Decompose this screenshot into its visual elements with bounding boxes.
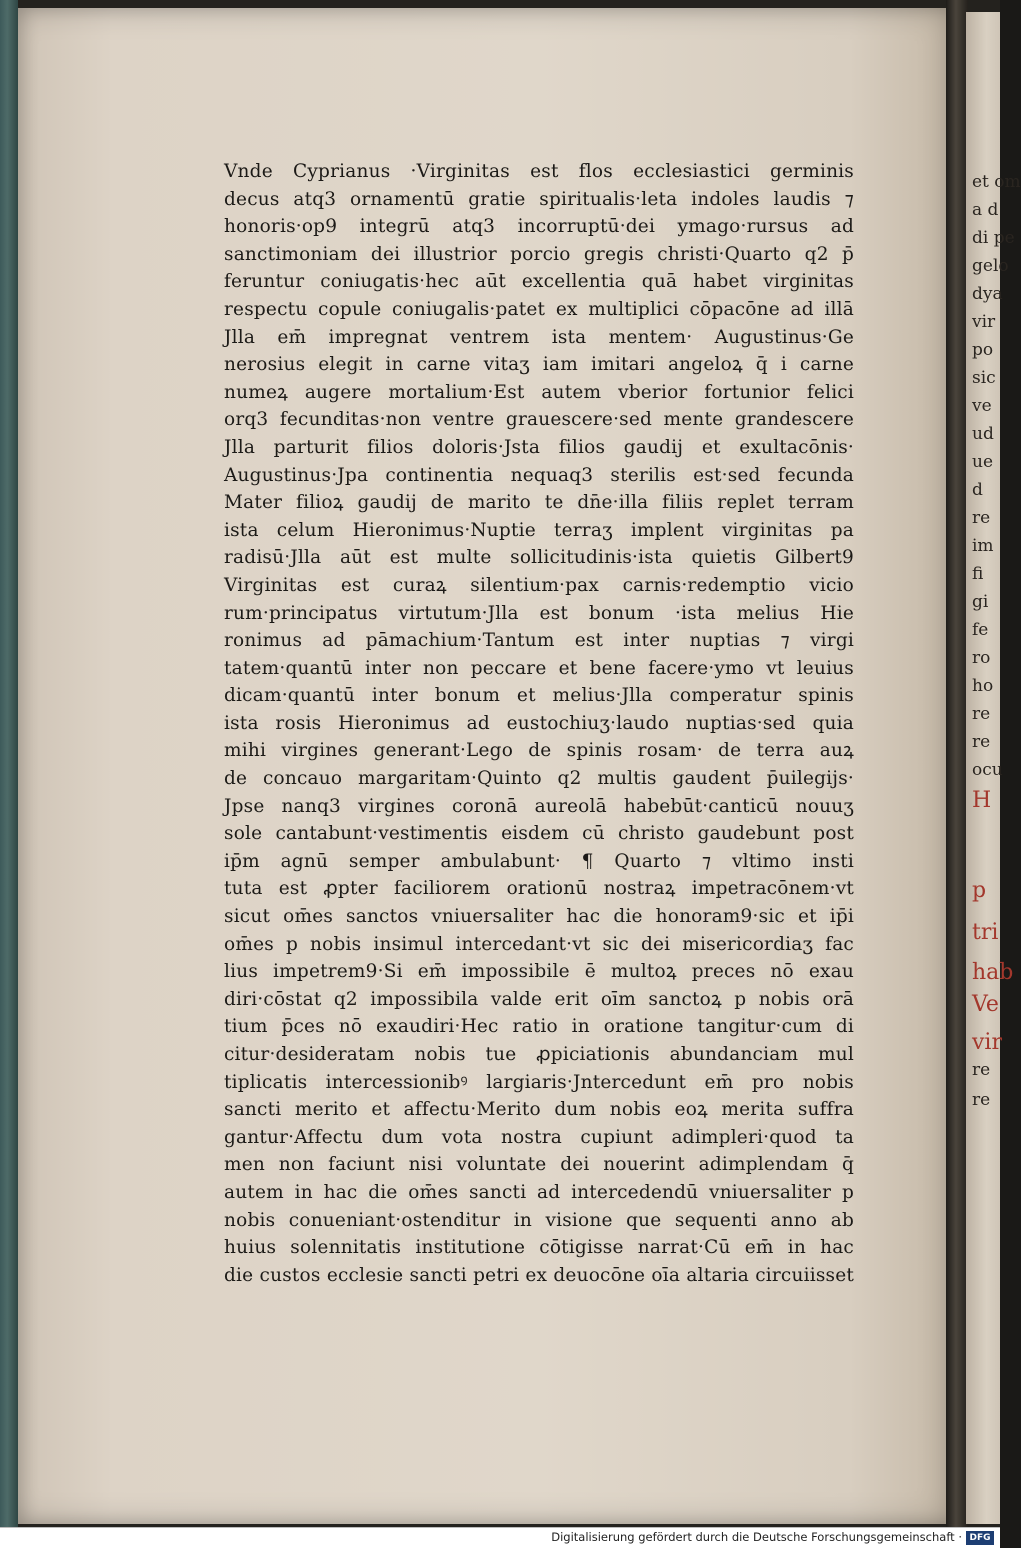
dfg-logo: DFG (966, 1531, 994, 1545)
text-line: huius solennitatis institutione cōtigisse narrat·Cū em̄ in hac (224, 1237, 854, 1259)
text-line: Jlla em̄ impregnat ventrem ista mentem· Augustinus·Ge (224, 326, 854, 348)
facing-page-fragment: H (972, 788, 992, 813)
facing-page-fragment: sic (972, 368, 996, 388)
text-line: die custos ecclesie sancti petri ex deuocōne oīa altaria circuiisset (224, 1264, 854, 1286)
text-column (224, 158, 854, 1289)
text-line: sancti merito et affectu·Merito dum nobis eoꝝ merita suffra (224, 1099, 854, 1121)
text-line: om̄es p nobis insimul intercedant·vt sic dei misericordiaʒ fac (224, 933, 854, 955)
text-line: dicam·quantū inter bonum et melius·Jlla comperatur spinis (224, 685, 854, 707)
text-line: tiplicatis intercessionibꝰ largiaris·Jntercedunt em̄ pro nobis (224, 1071, 854, 1093)
text-line: Vnde Cyprianus ·Virginitas est flos ecclesiastici germinis (224, 161, 854, 182)
text-line: nerosius elegit in carne vitaʒ iam imitari angeloꝝ q̄ i carne (224, 354, 854, 376)
facing-page-fragment: d (972, 480, 983, 500)
text-line: orq3 fecunditas·non ventre grauescere·sed mente grandescere (224, 409, 854, 431)
facing-page-fragment: dya (972, 284, 1003, 304)
text-line: tatem·quantū inter non peccare et bene facere·ymo vt leuius (224, 657, 854, 679)
text-line: ronimus ad pāmachium·Tantum est inter nuptias ⁊ virgi (224, 630, 854, 652)
facing-page-fragment: vir (972, 312, 996, 332)
text-line: ista rosis Hieronimus ad eustochiuʒ·laudo nuptias·sed quia (224, 712, 854, 734)
facing-page-fragment: tri (972, 920, 999, 945)
facing-page-fragment: re (972, 1090, 991, 1110)
text-line: ista celum Hieronimus·Nuptie terraʒ implent virginitas pa (224, 519, 854, 541)
footer-bar (0, 1527, 1000, 1548)
facing-page-fragment: p (972, 878, 987, 903)
facing-page-fragment: re (972, 1060, 991, 1080)
facing-page-fragment: ro (972, 648, 991, 668)
facing-page-fragment: hab (972, 960, 1014, 985)
facing-page-fragment: ud (972, 424, 994, 444)
text-line: numeꝝ augere mortalium·Est autem vberior fortunior felici (224, 381, 854, 403)
funding-credit: Digitalisierung gefördert durch die Deutsche Forschungsgemeinschaft · (551, 1530, 962, 1544)
facing-page-fragment: Ve (972, 992, 999, 1017)
text-line: Jlla parturit filios doloris·Jsta filios gaudij et exultacōnis· (224, 436, 854, 458)
text-line: respectu copule coniugalis·patet ex multiplici cōpacōne ad illā (224, 298, 854, 320)
text-line: Augustinus·Jpa continentia nequaq3 sterilis est·sed fecunda (224, 464, 854, 486)
facing-page-fragment: im (972, 536, 994, 556)
facing-page-fragment: po (972, 340, 994, 360)
facing-page-fragment: re (972, 704, 991, 724)
text-line: rum·principatus virtutum·Jlla est bonum ·ista melius Hie (224, 602, 854, 624)
text-line: ip̄m agnū semper ambulabunt· ¶ Quarto ⁊ vltimo insti (224, 850, 854, 872)
text-line: decus atq3 ornamentū gratie spiritualis·leta indoles laudis ⁊ (224, 188, 854, 210)
facing-page-fragment: fi (972, 564, 984, 584)
facing-page-fragment: re (972, 732, 991, 752)
text-line: citur·desideratam nobis tue ꝓpiciationis abundanciam mul (224, 1044, 854, 1065)
text-line: diri·cōstat q2 impossibila valde erit oīm sanctoꝝ p nobis orā (224, 988, 854, 1010)
text-line: Virginitas est curaꝝ silentium·pax carnis·redemptio vicio (224, 574, 854, 596)
left-page-edge (0, 0, 18, 1527)
text-line: tium p̄ces nō exaudiri·Hec ratio in oratione tangitur·cum di (224, 1016, 854, 1038)
book-gutter (946, 0, 968, 1527)
text-line: radisū·Jlla aūt est multe sollicitudinis·ista quietis Gilbert9 (224, 547, 854, 569)
facing-page-fragment: a d (972, 200, 999, 220)
facing-page-fragment: vir (972, 1030, 1002, 1055)
text-line: feruntur coniugatis·hec aūt excellentia quā habet virginitas (224, 271, 854, 293)
text-line: nobis conueniant·ostenditur in visione que sequenti anno ab (224, 1209, 854, 1231)
facing-page-fragment: ho (972, 676, 994, 696)
text-line: mihi virgines generant·Lego de spinis rosam· de terra auꝝ (224, 740, 854, 762)
text-line: tuta est ꝓpter faciliorem orationū nostraꝝ impetracōnem·vt (224, 878, 854, 900)
facing-page-fragment: re (972, 508, 991, 528)
text-line: lius impetrem9·Si em̄ impossibile ē multoꝝ preces nō exau (224, 961, 854, 983)
text-line: men non faciunt nisi voluntate dei nouerint adimplendam q̄ (224, 1154, 854, 1176)
text-line: sanctimoniam dei illustrior porcio gregis christi·Quarto q2 p̄ (224, 243, 854, 265)
text-line: Jpse nanq3 virgines coronā aureolā habebūt·canticū nouuʒ (224, 795, 854, 817)
next-page-edge (966, 12, 1021, 1524)
facing-page-fragment: ue (972, 452, 994, 472)
text-line: honoris·op9 integrū atq3 incorruptū·dei ymago·rursus ad (224, 216, 854, 238)
facing-page-fragment: ocu (972, 760, 1003, 780)
facing-page-fragment: gi (972, 592, 989, 612)
text-line: sole cantabunt·vestimentis eisdem cū christo gaudebunt post (224, 823, 854, 845)
facing-page-fragment: et om (972, 172, 1021, 192)
text-line: Mater filioꝝ gaudij de marito te dn̄e·illa filiis replet terram (224, 492, 854, 514)
text-line: sicut om̄es sanctos vniuersaliter hac die honoram9·sic et ip̄i (224, 906, 854, 928)
facing-page-fragment: gelo (972, 256, 1009, 276)
text-line: gantur·Affectu dum vota nostra cupiunt adimpleri·quod ta (224, 1126, 854, 1148)
facing-page-fragment: fe (972, 620, 989, 640)
facing-page-fragment: di pe (972, 228, 1015, 248)
facing-page-fragment: ve (972, 396, 992, 416)
text-line: de concauo margaritam·Quinto q2 multis gaudent p̄uilegijs· (224, 768, 854, 790)
text-line: autem in hac die om̄es sancti ad intercedendū vniuersaliter p (224, 1181, 854, 1203)
